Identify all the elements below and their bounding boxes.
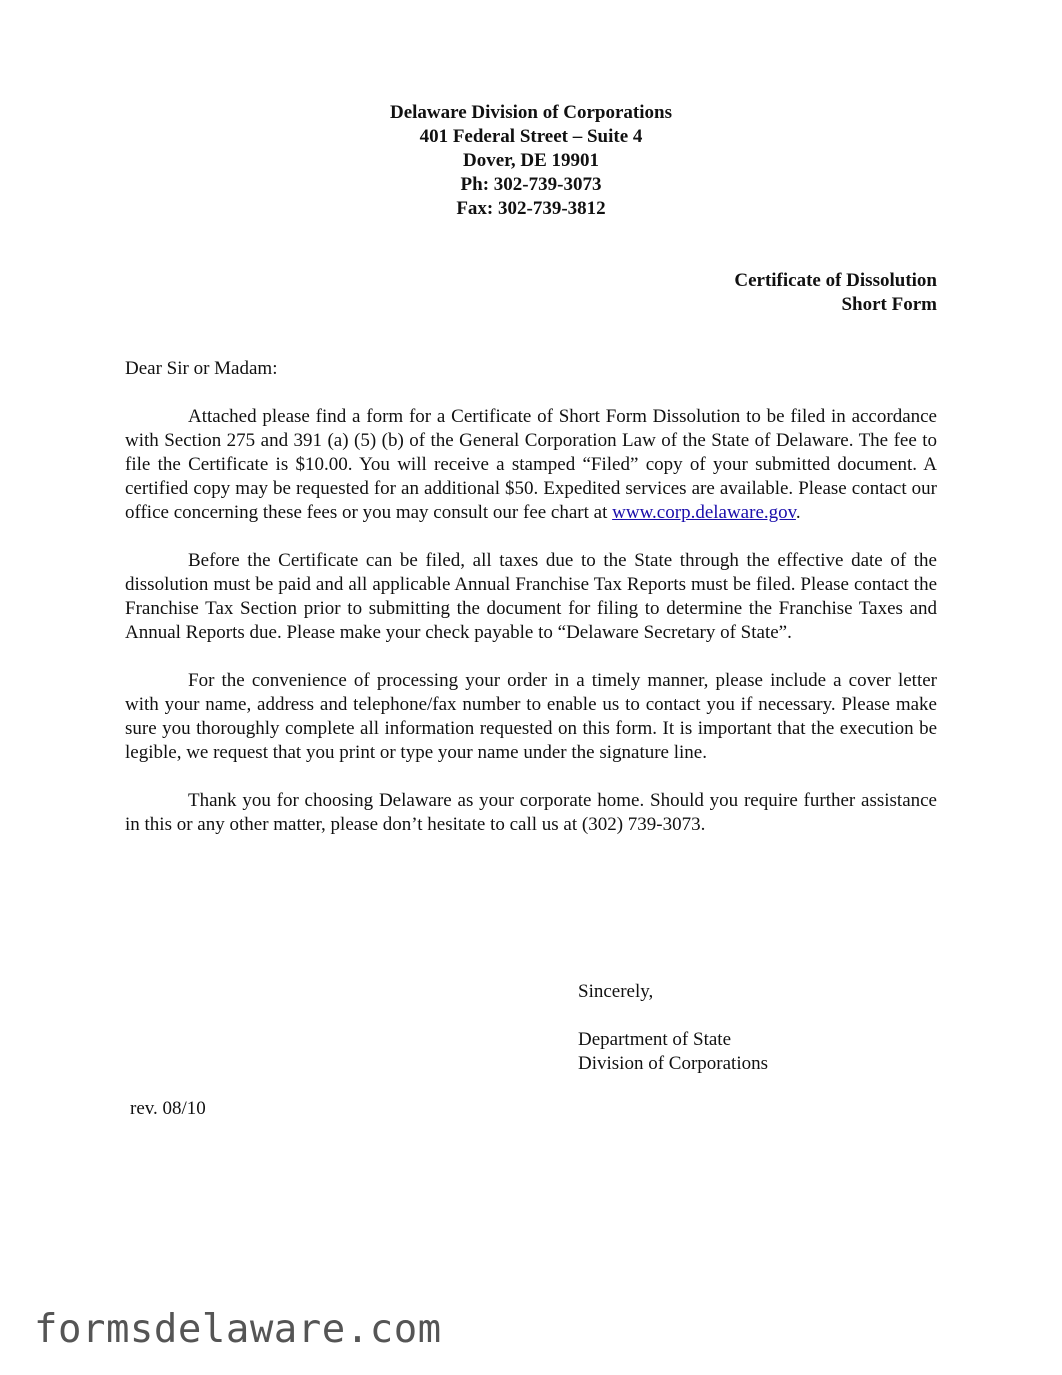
- paragraph-thanks: Thank you for choosing Delaware as your corporate home. Should you require further assistance in this or any other matter, please don’t hesitate to call us at (302) 739-3073.: [125, 790, 937, 835]
- letter-closing: [578, 980, 768, 1076]
- watermark-text: formsdelaware.com: [34, 1307, 442, 1352]
- fax-number: Fax: 302-739-3812: [456, 198, 606, 219]
- city-state-zip: Dover, DE 19901: [463, 150, 599, 171]
- letterhead: [0, 101, 1062, 221]
- website-link[interactable]: www.corp.delaware.gov: [612, 502, 796, 523]
- paragraph-cover-letter: For the convenience of processing your order in a timely manner, please include a cover letter with your name, address and telephone/fax number to enable us to contact you if necessary. Please make sure you thoroughly complete all information requested on this form. It is important that the execution be legible, we request that you print or type your name under the signature line.: [125, 670, 937, 763]
- paragraph-fees-end: .: [795, 502, 801, 523]
- paragraph-fees: [125, 405, 937, 525]
- sign-off: Sincerely,: [578, 981, 654, 1002]
- title-line-2: Short Form: [841, 294, 937, 315]
- salutation: Dear Sir or Madam:: [125, 358, 278, 379]
- title-line-1: Certificate of Dissolution: [734, 270, 937, 291]
- division-name: Division of Corporations: [578, 1053, 768, 1074]
- org-name: Delaware Division of Corporations: [390, 102, 672, 123]
- street-address: 401 Federal Street – Suite 4: [419, 126, 643, 147]
- revision-note: rev. 08/10: [130, 1098, 206, 1119]
- phone-number: Ph: 302-739-3073: [460, 174, 602, 195]
- paragraph-taxes: Before the Certificate can be filed, all taxes due to the State through the effective date of the dissolution must be paid and all applicable Annual Franchise Tax Reports must be filed. Please contact the Franchise Tax Section prior to submitting the document for filing to determine the Franchise Taxes and Annual Reports due. Please make your check payable to “Delaware Secretary of State”.: [125, 550, 937, 643]
- document-title: [734, 269, 937, 317]
- paragraph-fees-text: Attached please find a form for a Certificate of Short Form Dissolution to be filed in accordance with Section 275 and 391 (a) (5) (b) of the General Corporation Law of the State of Delaware. The fee to file the Certificate is $10.00. You will receive a stamped “Filed” copy of your submitted document. A certified copy may be requested for an additional $50. Expedited services are available. Please contact our office concerning these fees or you may consult our fee chart at: [125, 406, 937, 523]
- letter-body: [125, 357, 937, 861]
- department-name: Department of State: [578, 1029, 732, 1050]
